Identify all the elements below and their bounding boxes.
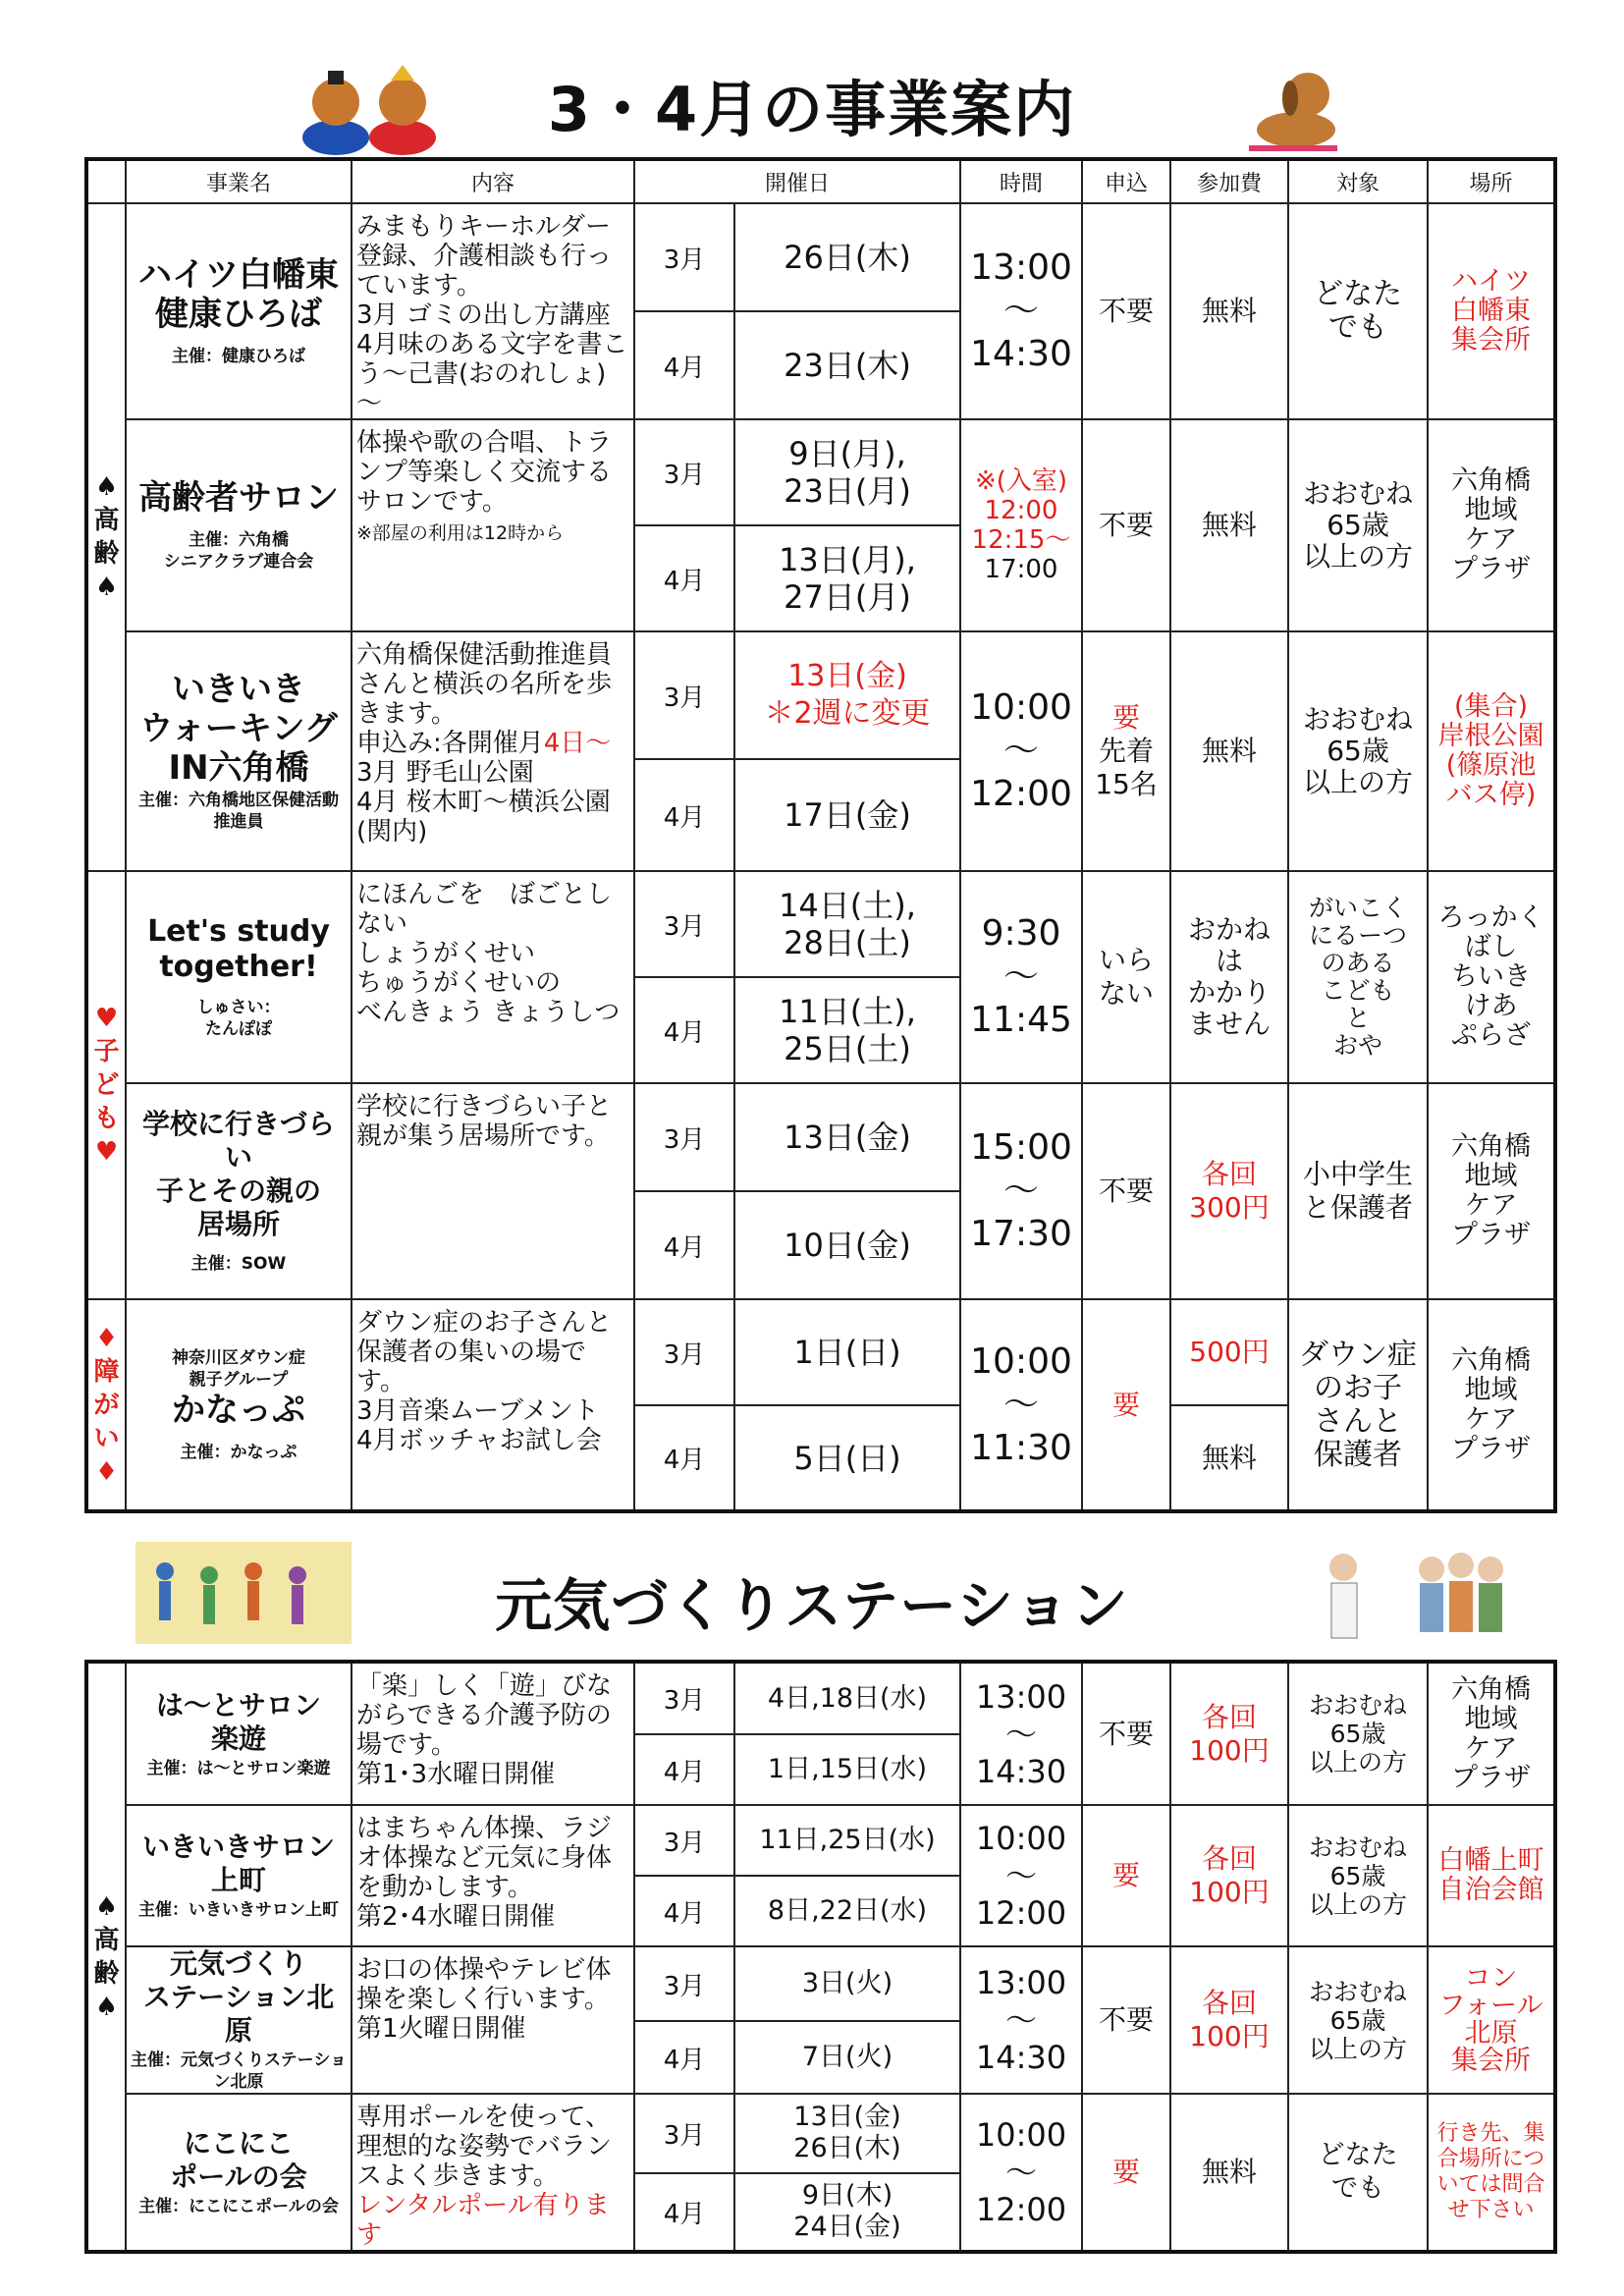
event-content: 学校に行きづらい子と親が集う居場所です。 <box>352 1083 634 1299</box>
event-time: 9:30 ～ 11:45 <box>960 871 1082 1083</box>
month-label: 3月 <box>634 419 734 525</box>
table-row <box>86 2094 1555 2173</box>
month-label: 4月 <box>634 2021 734 2094</box>
event-place: 行き先、集合場所については問合せ下さい <box>1428 2094 1555 2252</box>
month-label: 3月 <box>634 871 734 977</box>
event-time: 10:00 ～ 12:00 <box>960 1805 1082 1946</box>
event-fee: 無料 <box>1170 203 1288 419</box>
event-date: 3日(火) <box>734 1946 960 2021</box>
event-name: 元気づくり ステーション北原 主催：元気づくりステーション北原 <box>126 1946 352 2094</box>
event-date: 7日(火) <box>734 2021 960 2094</box>
header-apply: 申込 <box>1082 159 1170 203</box>
event-target: おおむね 65歳 以上の方 <box>1288 1805 1428 1946</box>
event-date: 11日,25日(水) <box>734 1805 960 1876</box>
event-apply: いら ない <box>1082 871 1170 1083</box>
event-date: 17日(金) <box>734 759 960 871</box>
event-time: 15:00 ～ 17:30 <box>960 1083 1082 1299</box>
event-place: 六角橋 地域 ケア プラザ <box>1428 1662 1555 1805</box>
event-date: 13日(金) 26日(木) <box>734 2094 960 2173</box>
event-target: おおむね 65歳 以上の方 <box>1288 631 1428 871</box>
event-target: どなた でも <box>1288 203 1428 419</box>
event-time: 10:00 ～ 12:00 <box>960 2094 1082 2252</box>
event-apply: 不要 <box>1082 419 1170 631</box>
event-content: 「楽」しく「遊」びながらできる介護予防の場です。 第1･3水曜日開催 <box>352 1662 634 1805</box>
events-table <box>84 157 1557 1513</box>
month-label: 3月 <box>634 1805 734 1876</box>
table-row <box>86 203 1555 311</box>
event-date: 1日,15日(水) <box>734 1734 960 1805</box>
event-place: コン フォール 北原 集会所 <box>1428 1946 1555 2094</box>
event-apply: 要 先着 15名 <box>1082 631 1170 871</box>
event-apply: 不要 <box>1082 1083 1170 1299</box>
event-name: ハイツ白幡東 健康ひろば 主催：健康ひろば <box>126 203 352 419</box>
event-content: にほんごを ぼごとしない しょうがくせい ちゅうがくせいの べんきょう きょうしつ <box>352 871 634 1083</box>
section-title-genki: 元気づくりステーション <box>495 1572 1129 1639</box>
event-content: ダウン症のお子さんと保護者の集いの場です。 3月音楽ムーブメント 4月ボッチャお試し会 <box>352 1299 634 1511</box>
event-target: おおむね 65歳 以上の方 <box>1288 419 1428 631</box>
event-content: お口の体操やテレビ体操を楽しく行います。 第1火曜日開催 <box>352 1946 634 2094</box>
event-date: 13日(金) ＊2週に変更 <box>734 631 960 759</box>
event-place: ろっかく ばし ちいき けあ ぷらざ <box>1428 871 1555 1083</box>
category-child: ♥子ども♥ <box>86 871 126 1299</box>
header-fee: 参加費 <box>1170 159 1288 203</box>
page-title: 3・4月の事業案内 <box>547 74 1077 145</box>
event-fee: 各回 100円 <box>1170 1805 1288 1946</box>
event-content: 専用ポールを使って、理想的な姿勢でバランスよく歩きます。 レンタルポール有ります <box>352 2094 634 2252</box>
genki-station-table <box>84 1660 1557 2254</box>
event-fee: 各回 300円 <box>1170 1083 1288 1299</box>
event-time: ※(入室) 12:00 12:15～ 17:00 <box>960 419 1082 631</box>
event-apply: 不要 <box>1082 203 1170 419</box>
event-name: 高齢者サロン 主催：六角橋 シニアクラブ連合会 <box>126 419 352 631</box>
table-row <box>86 1805 1555 1876</box>
event-place: 六角橋 地域 ケア プラザ <box>1428 1299 1555 1511</box>
event-name: 神奈川区ダウン症 親子グループ かなっぷ 主催：かなっぷ <box>126 1299 352 1511</box>
event-target: 小中学生 と保護者 <box>1288 1083 1428 1299</box>
event-date: 13日(金) <box>734 1083 960 1191</box>
event-date: 5日(日) <box>734 1405 960 1511</box>
event-fee: 無料 <box>1170 1405 1288 1511</box>
event-place: (集合) 岸根公園 (篠原池 バス停) <box>1428 631 1555 871</box>
event-name: は～とサロン 楽遊 主催：は～とサロン楽遊 <box>126 1662 352 1805</box>
month-label: 4月 <box>634 1734 734 1805</box>
month-label: 4月 <box>634 311 734 419</box>
month-label: 3月 <box>634 1299 734 1405</box>
event-date: 9日(木) 24日(金) <box>734 2173 960 2253</box>
event-date: 4日,18日(水) <box>734 1662 960 1734</box>
event-target: がいこく にるーつ のある こども と おや <box>1288 871 1428 1083</box>
event-time: 13:00 ～ 14:30 <box>960 1662 1082 1805</box>
event-date: 8日,22日(水) <box>734 1876 960 1946</box>
table-row <box>86 1662 1555 1734</box>
event-target: ダウン症 のお子 さんと 保護者 <box>1288 1299 1428 1511</box>
event-apply: 不要 <box>1082 1946 1170 2094</box>
table-row <box>86 871 1555 977</box>
table-row <box>86 1946 1555 2021</box>
event-name: いきいきサロン 上町 主催：いきいきサロン上町 <box>126 1805 352 1946</box>
month-label: 4月 <box>634 759 734 871</box>
event-target: おおむね 65歳 以上の方 <box>1288 1946 1428 2094</box>
event-apply: 要 <box>1082 2094 1170 2252</box>
category-elder-genki: ♠高齢♠ <box>86 1662 126 2252</box>
header-content: 内容 <box>352 159 634 203</box>
event-apply: 要 <box>1082 1299 1170 1511</box>
month-label: 4月 <box>634 1405 734 1511</box>
event-date: 14日(土), 28日(土) <box>734 871 960 977</box>
month-label: 3月 <box>634 2094 734 2173</box>
event-content: 体操や歌の合唱、トランプ等楽しく交流するサロンです。 ※部屋の利用は12時から <box>352 419 634 631</box>
event-time: 13:00 ～ 14:30 <box>960 1946 1082 2094</box>
event-content: はまちゃん体操、ラジオ体操など元気に身体を動かします。 第2･4水曜日開催 <box>352 1805 634 1946</box>
header-name: 事業名 <box>126 159 352 203</box>
month-label: 3月 <box>634 1662 734 1734</box>
month-label: 4月 <box>634 525 734 631</box>
event-date: 26日(木) <box>734 203 960 311</box>
table-row <box>86 419 1555 525</box>
event-date: 1日(日) <box>734 1299 960 1405</box>
category-elder: ♠高齢♠ <box>86 203 126 871</box>
event-time: 10:00 ～ 11:30 <box>960 1299 1082 1511</box>
month-label: 3月 <box>634 1083 734 1191</box>
event-content: みまもりキーホルダー登録、介護相談も行っています。 3月 ゴミの出し方講座 4月味のある文字を書こう～己書(おのれしょ)～ <box>352 203 634 419</box>
header-time: 時間 <box>960 159 1082 203</box>
event-apply: 不要 <box>1082 1662 1170 1805</box>
month-label: 4月 <box>634 977 734 1083</box>
event-place: 六角橋 地域 ケア プラザ <box>1428 1083 1555 1299</box>
header-target: 対象 <box>1288 159 1428 203</box>
event-name: Let's study together! しゅさい： たんぽぽ <box>126 871 352 1083</box>
event-target: おおむね 65歳 以上の方 <box>1288 1662 1428 1805</box>
event-name: いきいき ウォーキング IN六角橋 主催：六角橋地区保健活動推進員 <box>126 631 352 871</box>
table-row <box>86 1083 1555 1191</box>
event-date: 13日(月), 27日(月) <box>734 525 960 631</box>
event-time: 10:00 ～ 12:00 <box>960 631 1082 871</box>
header-date: 開催日 <box>634 159 960 203</box>
event-date: 11日(土), 25日(土) <box>734 977 960 1083</box>
event-fee: 各回 100円 <box>1170 1946 1288 2094</box>
category-disability: ♦障がい♦ <box>86 1299 126 1511</box>
event-date: 9日(月), 23日(月) <box>734 419 960 525</box>
event-fee: 各回 100円 <box>1170 1662 1288 1805</box>
month-label: 4月 <box>634 2173 734 2253</box>
event-date: 10日(金) <box>734 1191 960 1299</box>
event-target: どなた でも <box>1288 2094 1428 2252</box>
month-label: 3月 <box>634 1946 734 2021</box>
event-fee: おかね は かかり ません <box>1170 871 1288 1083</box>
month-label: 4月 <box>634 1876 734 1946</box>
header-place: 場所 <box>1428 159 1555 203</box>
event-fee: 無料 <box>1170 2094 1288 2252</box>
event-name: にこにこ ポールの会 主催：にこにこポールの会 <box>126 2094 352 2252</box>
table-row <box>86 1299 1555 1405</box>
event-content: 六角橋保健活動推進員さんと横浜の名所を歩きます。 申込み:各開催月4日～ 3月 野毛山公園 4月 桜木町～横浜公園(関内) <box>352 631 634 871</box>
event-date: 23日(木) <box>734 311 960 419</box>
table-row <box>86 631 1555 759</box>
event-place: 白幡上町 自治会館 <box>1428 1805 1555 1946</box>
event-place: 六角橋 地域 ケア プラザ <box>1428 419 1555 631</box>
month-label: 3月 <box>634 203 734 311</box>
event-fee: 無料 <box>1170 419 1288 631</box>
event-name: 学校に行きづらい 子とその親の 居場所 主催：SOW <box>126 1083 352 1299</box>
table-header <box>86 159 1555 203</box>
event-place: ハイツ 白幡東 集会所 <box>1428 203 1555 419</box>
event-apply: 要 <box>1082 1805 1170 1946</box>
event-fee: 500円 <box>1170 1299 1288 1405</box>
month-label: 3月 <box>634 631 734 759</box>
event-fee: 無料 <box>1170 631 1288 871</box>
event-time: 13:00 ～ 14:30 <box>960 203 1082 419</box>
month-label: 4月 <box>634 1191 734 1299</box>
